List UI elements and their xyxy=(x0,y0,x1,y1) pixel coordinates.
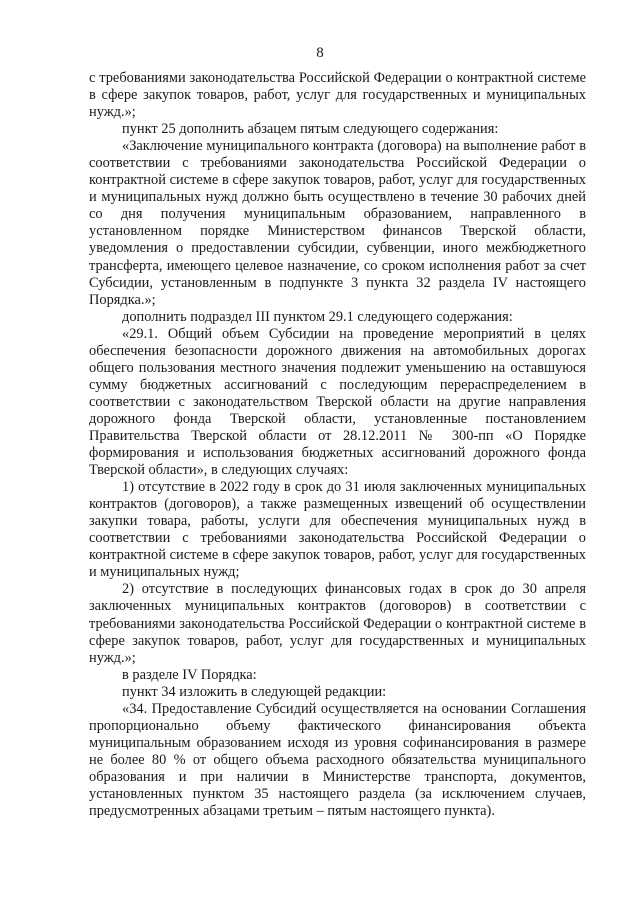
paragraph: в разделе IV Порядка: xyxy=(122,666,257,683)
paragraph: с требованиями законодательства Российской Федерации о контрактной системе в сфере закупок товаров, работ, услуг для государственных и муниципальных нужд.»; xyxy=(89,70,586,121)
document-body xyxy=(89,70,586,820)
paragraph: «34. Предоставление Субсидий осуществляется на основании Соглашения пропорционально объему фактического финансирования объекта муниципальным образованием исходя из уровня софинансирования в размере не более 80 % от общего объема расходного обязательства муниципального образования и при наличии в Министерстве транспорта, документов, установленных пунктом 35 настоящего раздела (за исключением случаев, предусмотренных абзацами третьим – пятым настоящего пункта). xyxy=(89,700,586,820)
paragraph: дополнить подраздел III пунктом 29.1 следующего содержания: xyxy=(122,308,513,325)
paragraph: пункт 25 дополнить абзацем пятым следующего содержания: xyxy=(122,121,499,138)
paragraph: «Заключение муниципального контракта (договора) на выполнение работ в соответствии с требованиями законодательства Российской Федерации о контрактной системе в сфере закупок товаров, работ, услуг для государственных и муниципальных нужд должно быть осуществлено в течение 30 рабочих дней со дня получения муниципальным образованием, направленного в установленном порядке Министерством финансов Тверской области, уведомления о предоставлении субсидии, субвенции, иного межбюджетного трансферта, имеющего целевое назначение, со сроком исполнения работ за счет Субсидии, установленным в подпункте 3 пункта 32 раздела IV настоящего Порядка.»; xyxy=(89,138,586,308)
page-number: 8 xyxy=(316,45,324,61)
paragraph: пункт 34 изложить в следующей редакции: xyxy=(122,683,387,700)
paragraph: «29.1. Общий объем Субсидии на проведение мероприятий в целях обеспечения безопасности дорожного движения на автомобильных дорогах общего пользования местного значения подлежит уменьшению на оставшуюся сумму бюджетных ассигнований с последующим перераспределением в соответствии с законодательством Тверской области на другие направления дорожного фонда Тверской области, установленные постановлением Правительства Тверской области от 28.12.2011 № 300-пп «О Порядке формирования и использования бюджетных ассигнований дорожного фонда Тверской области», в следующих случаях: xyxy=(89,325,586,479)
paragraph: 2) отсутствие в последующих финансовых годах в срок до 30 апреля заключенных муниципальных контрактов (договоров) в соответствии с требованиями законодательства Российской Федерации о контрактной системе в сфере закупок товаров, работ, услуг для государственных и муниципальных нужд.»; xyxy=(89,581,586,666)
paragraph: 1) отсутствие в 2022 году в срок до 31 июля заключенных муниципальных контрактов (договоров), а также размещенных извещений об осуществлении закупки товара, работы, услуги для обеспечения муниципальных нужд в соответствии с требованиями законодательства Российской Федерации о контрактной системе в сфере закупок товаров, работ, услуг для государственных и муниципальных нужд; xyxy=(89,479,586,581)
